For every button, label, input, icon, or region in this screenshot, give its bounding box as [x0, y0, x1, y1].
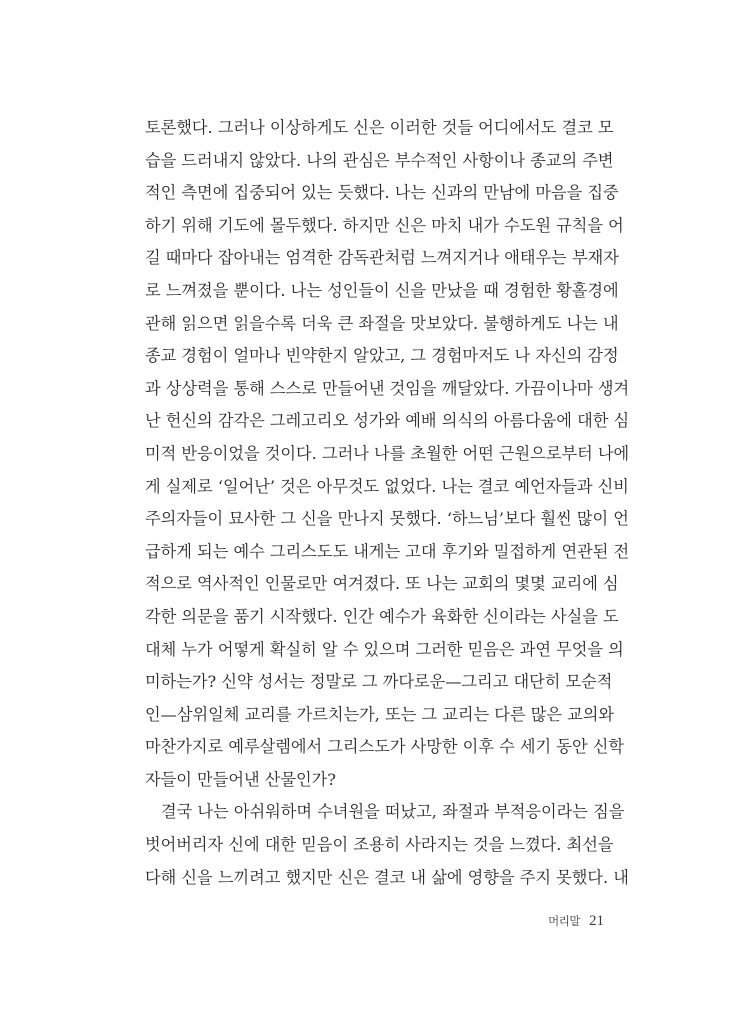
text-line: 로 느껴졌을 뿐이다. 나는 성인들이 신을 만났을 때 경험한 황홀경에 [145, 280, 619, 300]
text-line: 마찬가지로 예루살렘에서 그리스도가 사망한 이후 수 세기 동안 신학 [145, 737, 625, 757]
text-line: 게 실제로 ‘일어난’ 것은 아무것도 없었다. 나는 결코 예언자들과 신비 [145, 476, 629, 496]
text-line: 벗어버리자 신에 대한 믿음이 조용히 사라지는 것을 느꼈다. 최선을 [145, 835, 614, 855]
text-line: 미하는가? 신약 성서는 정말로 그 까다로운—그리고 대단히 모순적 [145, 672, 613, 692]
text-line: 길 때마다 잡아내는 엄격한 감독관처럼 느껴지거나 애태우는 부재자 [145, 248, 619, 268]
text-line: 종교 경험이 얼마나 빈약한지 알았고, 그 경험마저도 나 자신의 감정 [145, 346, 619, 366]
text-line: 대체 누가 어떻게 확실히 알 수 있으며 그러한 믿음은 과연 무엇을 의 [145, 639, 624, 659]
text-line: 난 헌신의 감각은 그레고리오 성가와 예배 의식의 아름다움에 대한 심 [145, 411, 630, 431]
paragraph-start-line: 결국 나는 아쉬워하며 수녀원을 떠났고, 좌절과 부적응이라는 짐을 [161, 802, 625, 822]
page-number: 21 [589, 913, 604, 929]
text-line: 적인 측면에 집중되어 있는 듯했다. 나는 신과의 만남에 마음을 집중 [145, 183, 619, 203]
text-line: 인—삼위일체 교리를 가르치는가, 또는 그 교리는 다른 많은 교의와 [145, 704, 615, 724]
text-line: 적으로 역사적인 인물로만 여겨졌다. 또 나는 교회의 몇몇 교리에 심 [145, 574, 619, 594]
text-line: 토론했다. 그러나 이상하게도 신은 이러한 것들 어디에서도 결코 모 [145, 118, 614, 137]
text-line: 관해 읽으면 읽을수록 더욱 큰 좌절을 맛보았다. 불행하게도 나는 내 [145, 313, 619, 333]
paragraph-end-line: 자들이 만들어낸 산물인가? [145, 769, 336, 789]
text-line: 습을 드러내지 않았다. 나의 관심은 부수적인 사항이나 종교의 주변 [145, 150, 614, 170]
text-line: 과 상상력을 통해 스스로 만들어낸 것임을 깨달았다. 가끔이나마 생겨 [145, 378, 630, 398]
text-line: 다해 신을 느끼려고 했지만 신은 결코 내 삶에 영향을 주지 못했다. 내 [145, 867, 629, 887]
text-line: 하기 위해 기도에 몰두했다. 하지만 신은 마치 내가 수도원 규칙을 어 [145, 215, 624, 235]
body-text [145, 112, 630, 894]
text-line: 급하게 되는 예수 그리스도도 내게는 고대 후기와 밀접하게 연관된 전 [145, 541, 630, 561]
text-line: 미적 반응이었을 것이다. 그러나 나를 초월한 어떤 근원으로부터 나에 [145, 443, 630, 463]
text-line: 각한 의문을 품기 시작했다. 인간 예수가 육화한 신이라는 사실을 도 [145, 606, 619, 626]
text-line: 주의자들이 묘사한 그 신을 만나지 못했다. ‘하느님’보다 훨씬 많이 언 [145, 509, 629, 529]
running-section-title: 머리말 [548, 914, 580, 928]
page-footer [548, 913, 604, 930]
